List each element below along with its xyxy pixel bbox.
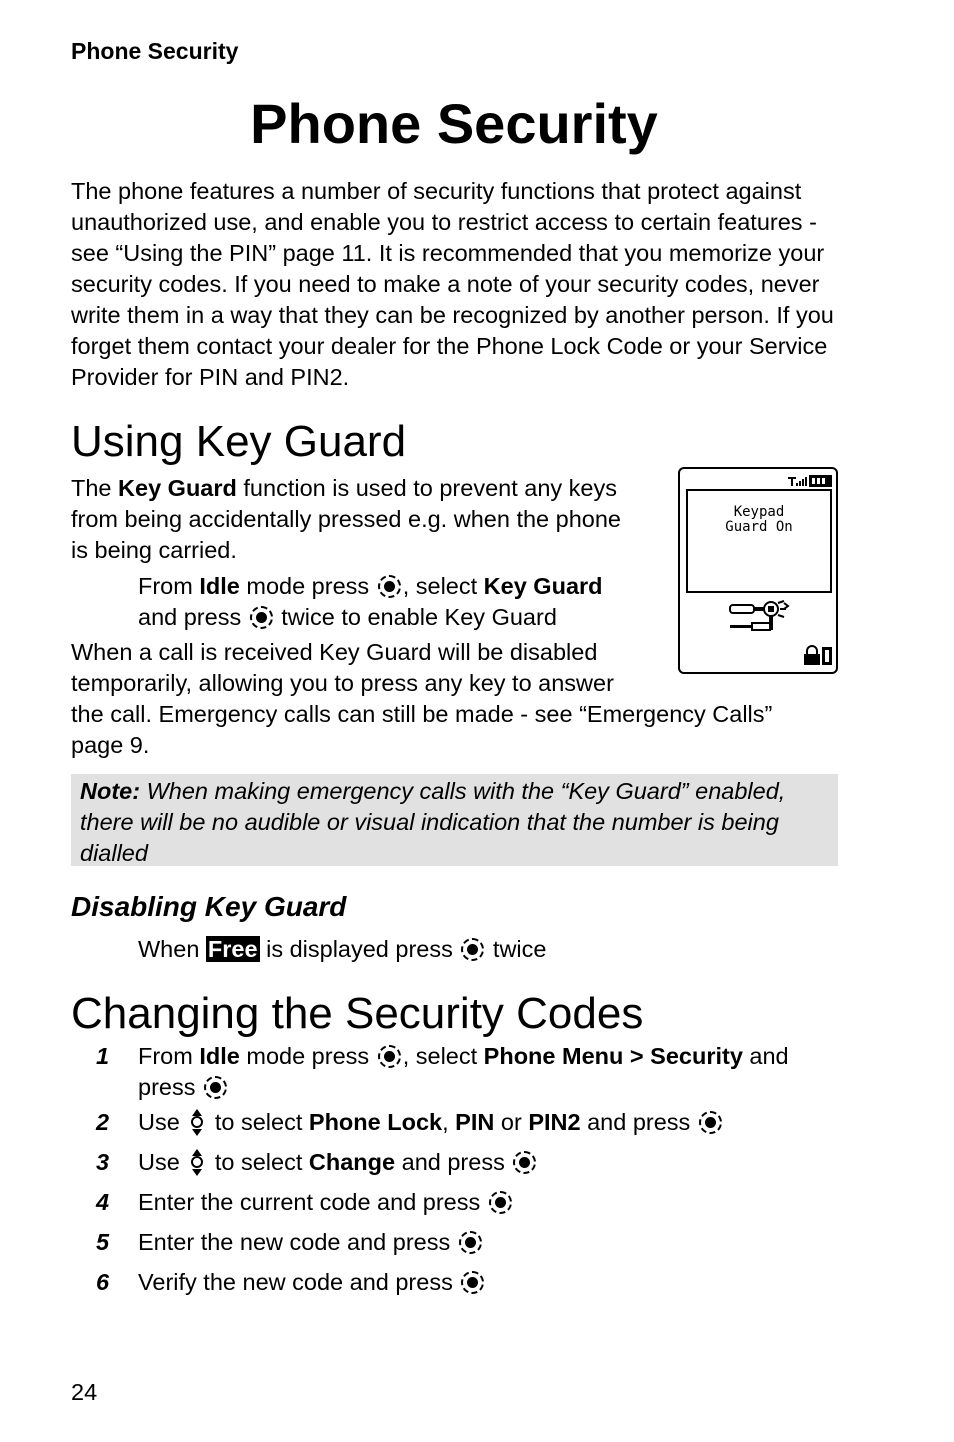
note-box	[71, 774, 838, 866]
free-softkey-badge: Free	[207, 936, 258, 962]
navigation-key-icon	[189, 1149, 205, 1176]
select-key-icon	[250, 606, 273, 629]
key-guard-para-line: the call. Emergency calls can still be made - see “Emergency Calls”	[71, 701, 773, 727]
select-key-icon	[699, 1111, 722, 1134]
select-key-icon	[459, 1231, 482, 1254]
phone-screen-illustration	[678, 467, 838, 674]
key-guard-para-line: from being accidentally pressed e.g. when the phone	[71, 506, 621, 532]
key-guard-para-line: The Key Guard function is used to prevent any keys	[71, 475, 618, 501]
step-number: 6	[96, 1269, 110, 1295]
signal-battery-icon	[788, 475, 834, 487]
select-key-icon	[513, 1151, 536, 1174]
note-text: Note: When making emergency calls with the “Key Guard” enabled, there will be no audible or visual indication that the number is being dialled	[80, 778, 786, 866]
step-text: Enter the new code and press	[138, 1227, 484, 1258]
running-header: Phone Security	[71, 38, 239, 64]
step-number: 2	[96, 1109, 110, 1135]
disabling-instruction: When Free is displayed press twice	[138, 936, 547, 962]
intro-paragraph: The phone features a number of security functions that protect against unauthorized use, and enable you to restrict access to certain features - see “Using the PIN” page 11. It is recommended that you memorize your security codes. If you need to make a note of your security codes, never write them in a way that they can be recognized by another person. If you forget them contact your dealer for the Phone Lock Code or your Service Provider for PIN and PIN2.	[71, 178, 834, 390]
screen-message	[686, 489, 832, 593]
disabling-heading: Disabling Key Guard	[71, 891, 347, 922]
key-guard-para-line: page 9.	[71, 732, 150, 758]
step-text: Use to select Phone Lock, PIN or PIN2 and press	[138, 1107, 724, 1138]
page-number: 24	[71, 1379, 98, 1405]
step-text: Enter the current code and press	[138, 1187, 514, 1218]
select-key-icon	[378, 1045, 401, 1068]
key-guard-heading: Using Key Guard	[71, 417, 407, 466]
key-guard-instruction: From Idle mode press , select Key Guard	[138, 573, 603, 599]
select-key-icon	[461, 938, 484, 961]
changing-codes-heading: Changing the Security Codes	[71, 989, 644, 1038]
key-lock-animation-icon	[728, 599, 796, 639]
step-number: 5	[96, 1229, 110, 1255]
step-number: 4	[96, 1189, 110, 1215]
select-key-icon	[378, 575, 401, 598]
padlock-icon	[804, 645, 832, 665]
key-guard-para-line: When a call is received Key Guard will be disabled	[71, 639, 598, 665]
step-text: From Idle mode press , select Phone Menu > Security and	[138, 1043, 789, 1069]
select-key-icon	[489, 1191, 512, 1214]
select-key-icon	[204, 1076, 227, 1099]
step-number: 3	[96, 1149, 110, 1175]
page-title: Phone Security	[250, 92, 658, 155]
step-text: Verify the new code and press	[138, 1267, 486, 1298]
key-guard-para-line: is being carried.	[71, 537, 237, 563]
step-text: Use to select Change and press	[138, 1147, 538, 1178]
screen-message-line: Keypad	[733, 504, 785, 520]
key-guard-instruction: and press twice to enable Key Guard	[138, 604, 557, 630]
step-number: 1	[96, 1043, 110, 1069]
screen-message-line: Guard On	[725, 519, 793, 535]
navigation-key-icon	[189, 1109, 205, 1136]
key-guard-para-line: temporarily, allowing you to press any key to answer	[71, 670, 614, 696]
select-key-icon	[461, 1271, 484, 1294]
step-text: press	[138, 1072, 229, 1103]
